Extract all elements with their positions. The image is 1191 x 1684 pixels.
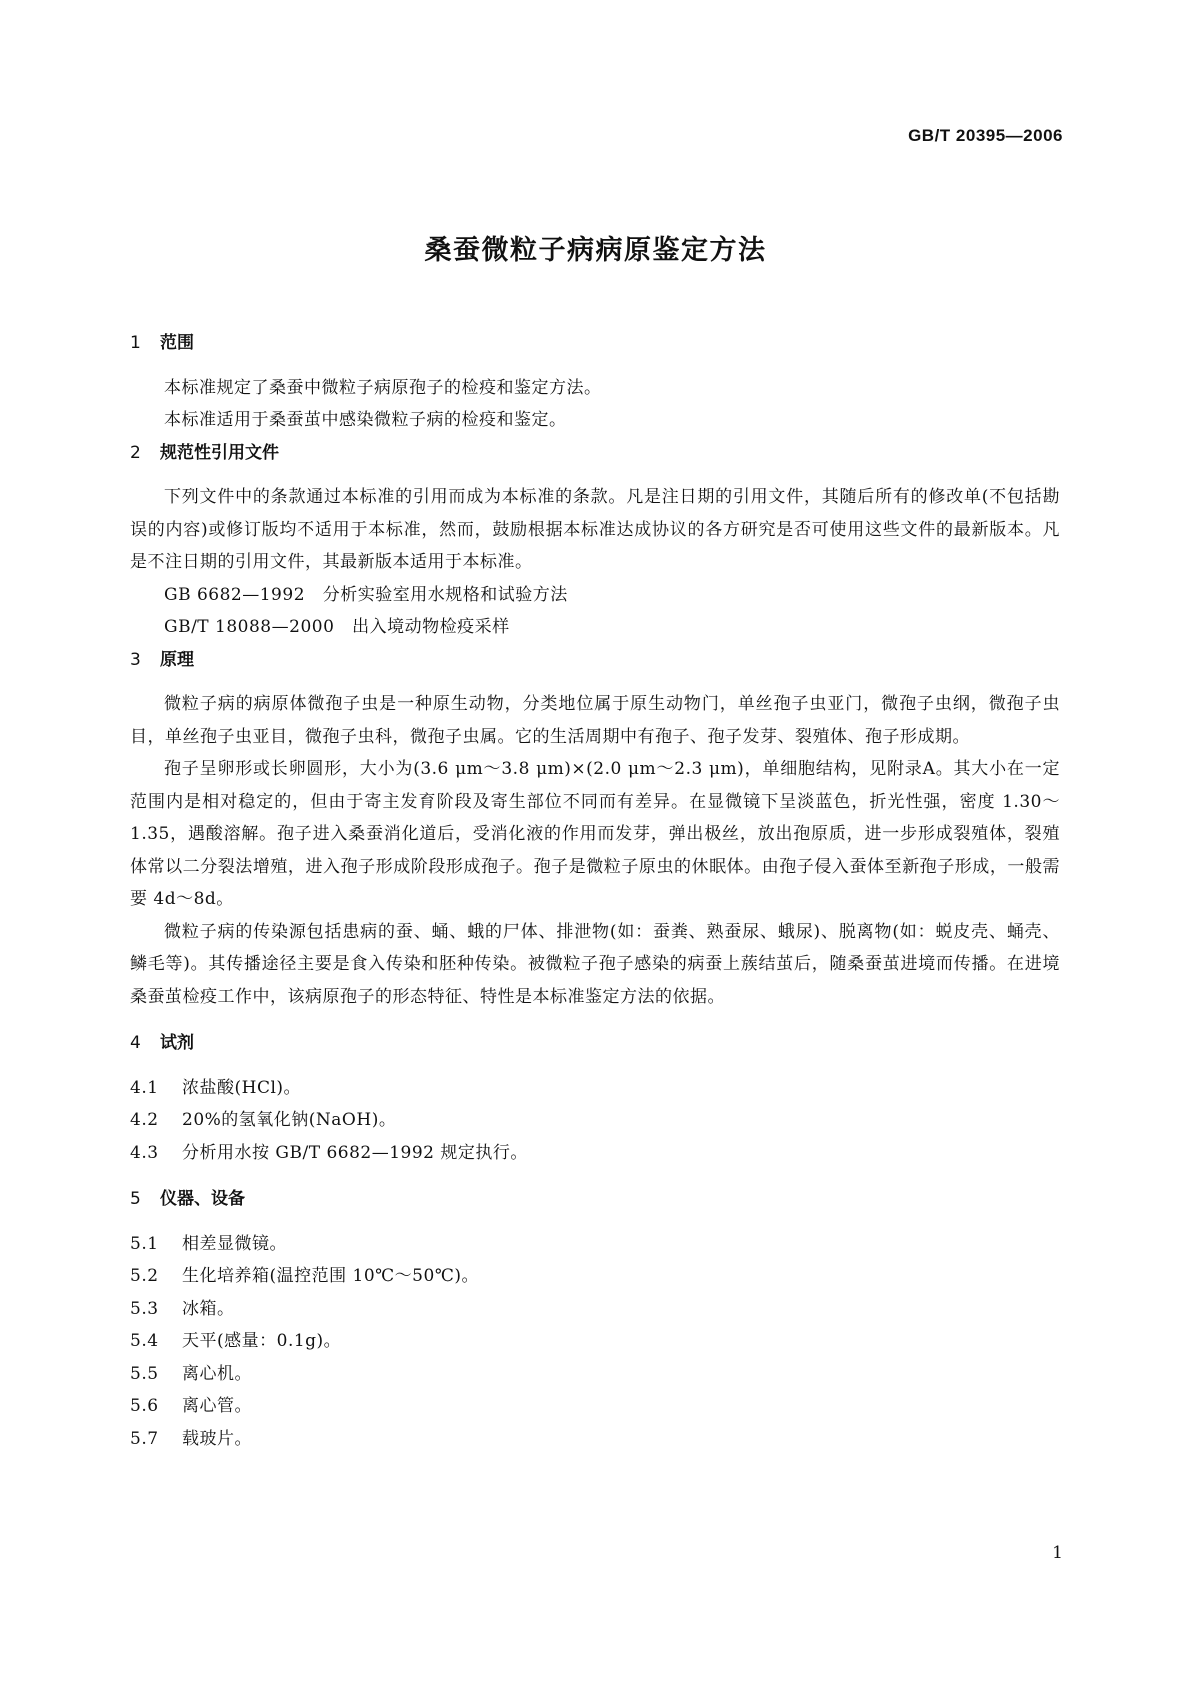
item-text: 分析用水按 GB/T 6682—1992 规定执行。 — [182, 1142, 528, 1163]
list-item — [130, 1260, 1060, 1293]
section-heading-scope — [130, 327, 1060, 360]
item-number: 5.1 — [130, 1233, 159, 1254]
section-title: 规范性引用文件 — [160, 442, 279, 463]
document-body — [130, 327, 1060, 1455]
paragraph: 本标准规定了桑蚕中微粒子病原孢子的检疫和鉴定方法。 — [164, 377, 602, 398]
section-number: 1 — [130, 333, 141, 353]
list-item — [130, 1072, 1060, 1105]
section-number: 4 — [130, 1033, 141, 1053]
reference-code: GB 6682—1992 — [164, 584, 306, 605]
list-item — [130, 1104, 1060, 1137]
item-text: 20%的氢氧化钠(NaOH)。 — [182, 1110, 397, 1130]
list-item — [130, 1423, 1060, 1456]
item-text: 相差显微镜。 — [182, 1233, 287, 1254]
standard-code: GB/T 20395—2006 — [908, 126, 1063, 145]
item-text: 天平(感量：0.1g)。 — [182, 1331, 342, 1351]
item-number: 4.2 — [130, 1110, 159, 1130]
list-item — [130, 1325, 1060, 1358]
item-number: 5.6 — [130, 1396, 159, 1416]
section-title: 仪器、设备 — [160, 1189, 245, 1209]
list-item — [130, 1137, 1060, 1170]
item-text: 载玻片。 — [182, 1428, 252, 1449]
paragraph: 孢子呈卵形或长卵圆形，大小为(3.6 μm～3.8 μm)×(2.0 μm～2.3 μm)，单细胞结构，见附录A。其大小在一定范围内是相对稳定的，但由于寄主发育阶段及寄生部位不同而有差异。在显微镜下呈淡蓝色，折光性强，密度 1.30～1.35，遇酸溶解。孢子进入桑蚕消化道后，受消化液的作用而发芽，弹出极丝，放出孢原质，进一步形成裂殖体，裂殖体常以二分裂法增殖，进入孢子形成阶段形成孢子。孢子是微粒子原虫的休眠体。由孢子侵入蚕体至新孢子形成，一般需要 4d～8d。 — [130, 759, 1060, 909]
page-number: 1 — [1052, 1543, 1063, 1563]
item-number: 5.4 — [130, 1331, 159, 1351]
item-text: 冰箱。 — [182, 1298, 235, 1319]
item-number: 5.5 — [130, 1363, 159, 1384]
section-title: 范围 — [160, 333, 194, 353]
reference-title: 出入境动物检疫采样 — [352, 617, 510, 637]
section-heading-principle — [130, 644, 1060, 677]
list-item — [130, 1390, 1060, 1423]
section-number: 5 — [130, 1189, 141, 1209]
item-number: 4.3 — [130, 1142, 159, 1163]
section-number: 3 — [130, 649, 141, 670]
item-text: 离心管。 — [182, 1396, 252, 1416]
paragraph: 微粒子病的传染源包括患病的蚕、蛹、蛾的尸体、排泄物(如：蚕粪、熟蚕尿、蛾尿)、脱离物(如：蜕皮壳、蛹壳、鳞毛等)。其传播途径主要是食入传染和胚种传染。被微粒子孢子感染的病蚕上蔟结茧后，随桑蚕茧进境而传播。在进境桑蚕茧检疫工作中，该病原孢子的形态特征、特性是本标准鉴定方法的依据。 — [130, 921, 1060, 1007]
list-item — [130, 1293, 1060, 1326]
item-number: 4.1 — [130, 1077, 159, 1098]
reference-code: GB/T 18088—2000 — [164, 617, 335, 637]
section-title: 原理 — [160, 649, 194, 670]
item-number: 5.3 — [130, 1298, 159, 1319]
document-title: 桑蚕微粒子病病原鉴定方法 — [424, 235, 767, 266]
section-heading-reagents — [130, 1027, 1060, 1060]
item-text: 浓盐酸(HCl)。 — [182, 1077, 302, 1098]
section-heading-apparatus — [130, 1183, 1060, 1216]
reference-title: 分析实验室用水规格和试验方法 — [322, 584, 568, 605]
paragraph: 下列文件中的条款通过本标准的引用而成为本标准的条款。凡是注日期的引用文件，其随后所有的修改单(不包括勘误的内容)或修订版均不适用于本标准，然而，鼓励根据本标准达成协议的各方研究是否可使用这些文件的最新版本。凡是不注日期的引用文件，其最新版本适用于本标准。 — [130, 487, 1060, 572]
item-number: 5.7 — [130, 1428, 159, 1449]
section-heading-normative-references — [130, 437, 1060, 470]
list-item — [130, 1228, 1060, 1261]
item-text: 离心机。 — [182, 1363, 252, 1384]
list-item — [130, 1358, 1060, 1391]
item-number: 5.2 — [130, 1266, 159, 1286]
paragraph: 本标准适用于桑蚕茧中感染微粒子病的检疫和鉴定。 — [164, 410, 567, 430]
item-text: 生化培养箱(温控范围 10℃～50℃)。 — [182, 1266, 479, 1286]
section-title: 试剂 — [160, 1033, 194, 1053]
reference-item — [130, 611, 1060, 644]
paragraph: 微粒子病的病原体微孢子虫是一种原生动物，分类地位属于原生动物门，单丝孢子虫亚门，微孢子虫纲，微孢子虫目，单丝孢子虫亚目，微孢子虫科，微孢子虫属。它的生活周期中有孢子、孢子发芽、裂殖体、孢子形成期。 — [130, 694, 1060, 747]
reference-item — [130, 579, 1060, 612]
section-number: 2 — [130, 442, 141, 463]
